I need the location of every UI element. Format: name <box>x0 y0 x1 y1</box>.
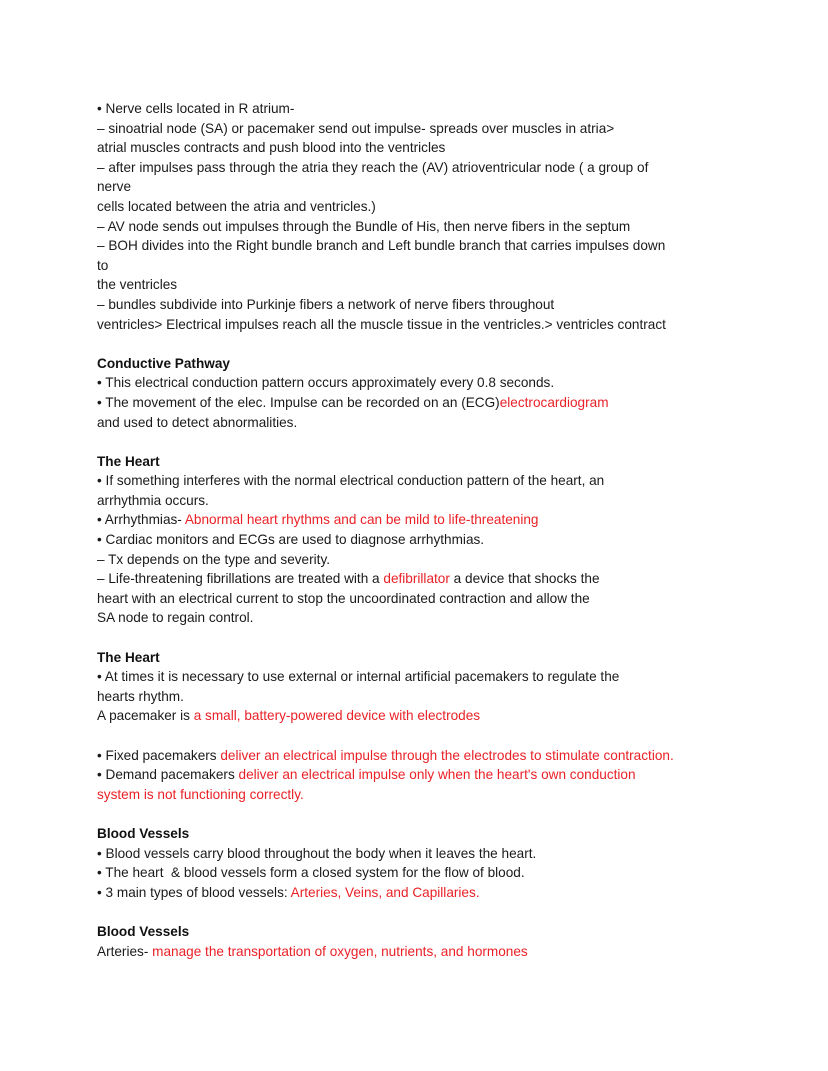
highlighted-text-run: Arteries, Veins, and Capillaries. <box>290 884 480 900</box>
section-conduction-system-intro <box>97 99 731 334</box>
text-line <box>97 177 731 197</box>
text-line <box>97 295 731 315</box>
text-run: – BOH divides into the Right bundle branch and Left bundle branch that carries impulses down <box>97 238 666 254</box>
section-conductive-pathway <box>97 354 731 432</box>
blank-line <box>97 726 731 746</box>
text-run: – bundles subdivide into Purkinje fibers a network of nerve fibers throughout <box>97 296 555 312</box>
text-line <box>97 315 731 335</box>
highlighted-text-run: system is not functioning correctly. <box>97 786 304 802</box>
text-run: arrhythmia occurs. <box>97 492 209 508</box>
text-run: • The heart & blood vessels form a closed system for the flow of blood. <box>97 865 525 881</box>
text-line <box>97 138 731 158</box>
text-run: ventricles> Electrical impulses reach all the muscle tissue in the ventricles.> ventricles contract <box>97 316 666 332</box>
text-run: and used to detect abnormalities. <box>97 414 298 430</box>
text-run: – Life-threatening fibrillations are treated with a <box>97 571 384 587</box>
text-run: A pacemaker is <box>97 708 194 724</box>
text-line <box>97 550 731 570</box>
text-line <box>97 746 731 766</box>
text-run: – after impulses pass through the atria they reach the (AV) atrioventricular node ( a group of <box>97 159 649 175</box>
section-heading: Blood Vessels <box>97 923 190 939</box>
text-line <box>97 471 731 491</box>
section-blood-vessels-arteries <box>97 922 731 961</box>
text-run: • Arrhythmias- <box>97 512 185 528</box>
text-run: heart with an electrical current to stop the uncoordinated contraction and allow the <box>97 590 590 606</box>
highlighted-text-run: deliver an electrical impulse only when the heart's own conduction <box>238 767 636 783</box>
section-the-heart-arrhythmias <box>97 452 731 628</box>
text-line <box>97 667 731 687</box>
text-line <box>97 413 731 433</box>
highlighted-text-run: deliver an electrical impulse through the electrodes to stimulate contraction. <box>220 747 674 763</box>
text-run: Arteries- <box>97 943 153 959</box>
text-run: – Tx depends on the type and severity. <box>97 551 331 567</box>
text-run: • 3 main types of blood vessels: <box>97 884 291 900</box>
text-line <box>97 236 731 256</box>
text-line <box>97 687 731 707</box>
text-line <box>97 765 731 785</box>
text-run: – sinoatrial node (SA) or pacemaker send out impulse- spreads over muscles in atria> <box>97 120 615 136</box>
text-run: • Demand pacemakers <box>97 767 239 783</box>
text-run: • At times it is necessary to use external or internal artificial pacemakers to regulate the <box>97 669 620 685</box>
text-line <box>97 510 731 530</box>
text-run: • Fixed pacemakers <box>97 747 221 763</box>
text-line <box>97 99 731 119</box>
text-line <box>97 119 731 139</box>
highlighted-text-run: Abnormal heart rhythms and can be mild to life-threatening <box>184 512 539 528</box>
text-line <box>97 158 731 178</box>
text-line <box>97 569 731 589</box>
text-run: • Nerve cells located in R atrium- <box>97 101 295 116</box>
text-line <box>97 530 731 550</box>
text-run: SA node to regain control. <box>97 610 254 626</box>
text-line <box>97 217 731 237</box>
text-line <box>97 491 731 511</box>
highlighted-text-run: defibrillator <box>383 571 450 587</box>
text-line <box>97 785 731 805</box>
section-the-heart-pacemakers <box>97 648 731 805</box>
highlighted-text-run: electrocardiogram <box>499 394 609 410</box>
text-line <box>97 393 731 413</box>
highlighted-text-run: manage the transportation of oxygen, nutrients, and hormones <box>152 943 528 959</box>
text-line <box>97 608 731 628</box>
text-line <box>97 373 731 393</box>
text-line <box>97 256 731 276</box>
highlighted-text-run: a small, battery-powered device with electrodes <box>193 708 481 724</box>
text-run: to <box>97 257 109 273</box>
text-line <box>97 942 731 962</box>
text-run: nerve <box>97 179 132 195</box>
text-run: • The movement of the elec. Impulse can be recorded on an (ECG) <box>97 394 500 410</box>
text-run: hearts rhythm. <box>97 688 184 704</box>
section-heading: Conductive Pathway <box>97 355 230 371</box>
text-line <box>97 844 731 864</box>
section-heading: The Heart <box>97 453 160 469</box>
text-line <box>97 706 731 726</box>
text-run: • Blood vessels carry blood throughout the body when it leaves the heart. <box>97 845 537 861</box>
section-blood-vessels-overview <box>97 824 731 902</box>
text-run: a device that shocks the <box>449 571 600 587</box>
text-run: • Cardiac monitors and ECGs are used to diagnose arrhythmias. <box>97 532 485 548</box>
section-heading: Blood Vessels <box>97 825 190 841</box>
text-run: cells located between the atria and ventricles.) <box>97 198 376 214</box>
text-line <box>97 589 731 609</box>
text-run: • If something interferes with the normal electrical conduction pattern of the heart, an <box>97 473 605 489</box>
text-line <box>97 883 731 903</box>
text-line <box>97 863 731 883</box>
text-run: atrial muscles contracts and push blood into the ventricles <box>97 140 446 156</box>
text-run: the ventricles <box>97 277 178 293</box>
document-body <box>97 99 731 961</box>
text-run: • This electrical conduction pattern occurs approximately every 0.8 seconds. <box>97 375 555 391</box>
section-heading: The Heart <box>97 649 160 665</box>
text-line <box>97 197 731 217</box>
text-line <box>97 275 731 295</box>
text-run: – AV node sends out impulses through the Bundle of His, then nerve fibers in the septum <box>97 218 631 234</box>
